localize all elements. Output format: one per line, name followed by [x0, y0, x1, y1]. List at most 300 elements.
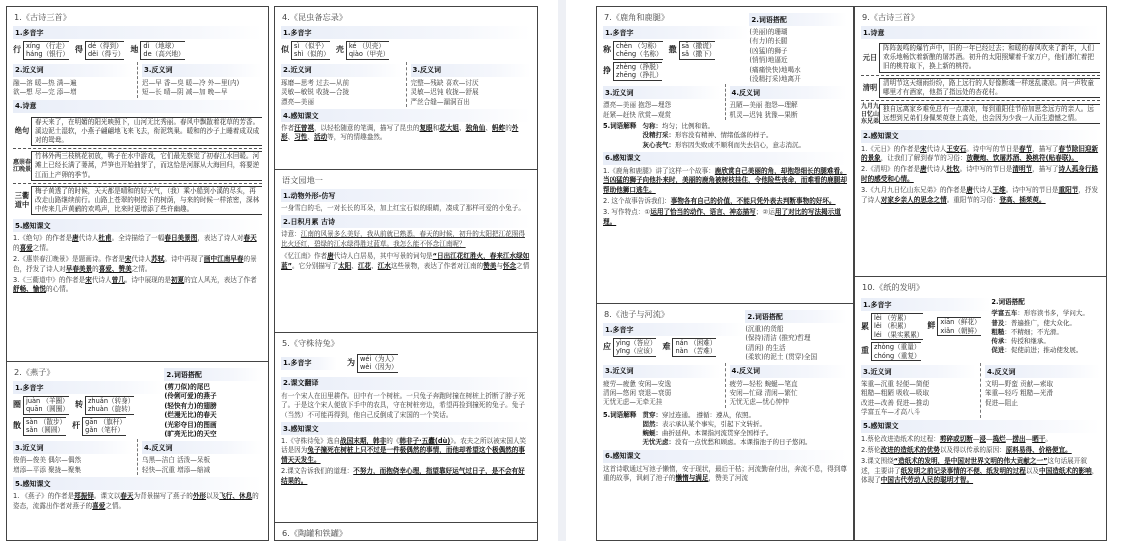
translation: 有一个宋人在田里耕作。田中有一个树桩。一只兔子奔跑时撞在树桩上折断了脖子死了。于是这个宋人便放下手中的农具，守在树桩旁边，希望再捡到撞死的兔子。兔子（当然）不可能再得到，他自己反倒成了宋国的一个笑话。	[281, 391, 525, 419]
pinyin-reading: yìng（答应）	[616, 339, 657, 347]
section-heading: 5.感知课文	[13, 477, 262, 490]
text: 1.蔡伦改进造纸术的过程：	[861, 434, 940, 443]
pinyin-bracket	[357, 354, 398, 373]
gloss-item	[991, 328, 1100, 337]
text: 2. 这个故事告诉我们：	[603, 197, 671, 206]
poem-name: 三衢道中	[14, 191, 30, 209]
text: ，赞美了河流	[708, 474, 749, 483]
text: 3. 写作特点：①	[603, 208, 651, 217]
list-line: (悄悄)地逼近	[749, 56, 788, 65]
pinyin-reading: zhuǎn（转身）	[87, 397, 135, 405]
text: 以及得以传承的原因：	[939, 446, 1006, 455]
poem-meaning	[281, 230, 531, 249]
key-answer: 舒畅、愉悦	[13, 285, 46, 294]
text: 3.课文围绕	[861, 457, 894, 466]
text: ，描写了	[1032, 144, 1059, 153]
pinyin-bracket	[23, 417, 66, 436]
section-heading: 5.感知课文	[13, 219, 262, 232]
list-line: 疲劳—轻松 蜿蜒—笔直	[729, 379, 798, 388]
pinyin-reading: sǎ（撒下）	[681, 50, 716, 59]
key-point	[861, 457, 1100, 485]
key-point	[603, 197, 847, 206]
text: 以及	[1025, 466, 1040, 475]
key-answer: 晒干	[1032, 434, 1046, 443]
text: —	[985, 434, 993, 443]
text: 《忆江南》作者	[281, 252, 328, 261]
key-point	[861, 435, 1100, 444]
text: ，抒发了诗人	[861, 186, 1099, 204]
pinyin-bracket	[346, 41, 389, 60]
polyphone	[13, 41, 69, 60]
key-answer: 宋	[124, 255, 132, 264]
pinyin-reading: shì（似的）	[294, 50, 330, 59]
polyphone-char: 行	[13, 45, 21, 55]
polyphone-char: 撒	[668, 45, 677, 55]
polyphone-char: 转	[74, 400, 83, 410]
polyphone	[603, 338, 656, 357]
text: 之情	[516, 261, 530, 270]
text: 。诗中写的节日是	[1005, 186, 1059, 195]
antonym-list	[730, 380, 848, 408]
key-answer: 唐	[72, 234, 79, 243]
text: 代诗人	[91, 276, 112, 285]
section-heading: 3.近义词	[603, 365, 721, 378]
section-heading: 1.多音字	[281, 357, 337, 370]
pinyin-reading: nán （困难）	[675, 339, 717, 347]
pinyin-reading: chóng（重复）	[874, 351, 921, 360]
list-line: 琢磨—思考 过去—从前	[281, 78, 350, 87]
pinyin-reading: sì （似乎）	[294, 42, 328, 50]
key-points	[861, 435, 1100, 486]
poem-name: 绝句	[14, 126, 30, 136]
key-answer: 杜甫	[98, 234, 112, 243]
column-4	[854, 6, 1107, 541]
polyphone	[336, 41, 389, 60]
list-line: 俊俏—俊美 偶尔—偶然	[13, 456, 82, 465]
key-answer: 韩非子·五蠹(dù)	[399, 437, 451, 446]
pinyin-bracket	[140, 41, 184, 60]
key-answer: 早春美景	[65, 264, 93, 273]
text: 为背景描写了燕子的	[133, 492, 193, 501]
key-answer: “日出江花红胜火，春来江水绿如蓝”	[281, 252, 530, 270]
gloss-def: ：形容读书多，学问大。	[1017, 309, 1089, 318]
antonym-list	[411, 79, 532, 107]
lesson-4-box	[275, 7, 537, 170]
list-line: (烂漫无比)的春天	[164, 411, 217, 420]
gloss-term: 普及	[991, 318, 1005, 327]
polyphone-row	[13, 417, 164, 436]
section-heading: 2.词语搭配	[164, 368, 262, 381]
list-line: 文明—野蛮 贡献—索取	[985, 380, 1054, 389]
key-point	[861, 446, 1100, 455]
key-points	[603, 167, 847, 227]
synonym-list	[603, 101, 721, 120]
polyphone-char: 挣	[603, 65, 611, 75]
text: 代诗人	[131, 255, 152, 264]
text: ，以轻松随意的笔调，描写了昆虫的	[313, 124, 420, 133]
text: 之情。	[105, 501, 126, 510]
gloss-term: 蜿蜒：	[642, 429, 662, 438]
text: 。诗中展现的是	[124, 276, 171, 285]
section-heading: 2.感知课文	[861, 130, 1100, 143]
section-heading: 2.课文翻译	[281, 377, 531, 390]
text: 的	[505, 124, 512, 133]
key-answer: 汪曾祺	[294, 124, 314, 133]
text: 与	[496, 261, 503, 270]
list-line: (旷亮无比)的天空	[164, 430, 217, 439]
list-line: 轻快—沉重 增添—缩减	[142, 465, 211, 474]
text: 、	[459, 124, 466, 133]
lesson-title: 9.《古诗三首》	[862, 12, 919, 22]
key-answer: 独角仙	[465, 124, 486, 133]
pinyin-reading: zhuàn（旋转）	[87, 405, 135, 414]
text: 2.课文告诉我们的道理：	[281, 467, 354, 476]
section-heading: 4.感知课文	[281, 109, 531, 122]
lesson-8-box	[597, 304, 853, 488]
text: 1.《守株待兔》选自	[281, 437, 341, 446]
polyphone-row	[861, 342, 991, 361]
list-line: 疲劳—疲惫 安闲—安逸	[603, 379, 672, 388]
poem-name: 元日	[862, 52, 878, 62]
key-answer: 改进的造纸术的优势	[880, 446, 940, 455]
section-heading: 3.感知课文	[281, 422, 531, 435]
section-heading: 3.近义词	[603, 86, 721, 99]
polyphone-row	[13, 41, 262, 60]
text: 。诗中写的节日是	[959, 165, 1013, 174]
key-answer: 诗人孤身行路时的感受和心情。	[861, 165, 1099, 183]
glossary	[642, 411, 811, 448]
lesson-1-box	[7, 7, 268, 362]
text: 这些景物，表达了作者对江南的	[390, 261, 484, 270]
text: 之情。	[131, 264, 152, 273]
gloss-term: 促进	[991, 346, 1005, 355]
pinyin-reading: xiǎn（朝鲜）	[940, 326, 981, 335]
text: 作者	[281, 124, 295, 133]
poem-meaning: 清明节这天细雨纷纷，路上远行的人好像断魂一样迷乱凄凉。问一声牧童哪里才有酒家，他指了指远处的杏花村。	[879, 78, 1100, 98]
list-line: 笨重—轻巧 粗糙—光滑	[985, 389, 1054, 398]
polyphone	[281, 41, 330, 60]
key-answer: “造纸术的发明，是中国对世界文明的伟大贡献之一”	[893, 457, 1048, 466]
glossary	[991, 309, 1100, 355]
polyphone-char: 地	[130, 45, 139, 55]
gloss-item	[642, 438, 811, 447]
section-heading: 6.感知课文	[603, 450, 847, 463]
section-heading: 1.多音字	[281, 26, 531, 39]
list-line: 丑陋—美丽 抱怨—理解	[729, 101, 798, 110]
pinyin-reading: zhēng（挣扎）	[616, 71, 663, 80]
polyphone-row	[927, 315, 980, 338]
text: 之情。	[32, 243, 53, 252]
polyphone-row	[13, 396, 164, 415]
key-answer: 杜牧	[946, 165, 960, 174]
polyphone-char: 称	[603, 45, 611, 55]
section-heading: 4.诗意	[13, 100, 262, 113]
meaning-label: 诗意：	[281, 230, 301, 239]
key-answer: 春节除旧迎新的景象	[861, 144, 1099, 162]
gloss-term: 灰心丧气：	[642, 140, 675, 149]
pinyin-reading: chèn （匀称）	[616, 42, 661, 50]
pinyin-bracket	[679, 41, 716, 60]
pinyin-reading: xíng （行走）	[26, 42, 69, 50]
collocation-list	[745, 325, 847, 363]
pinyin-reading: zhèng（挣脱）	[616, 62, 663, 71]
list-line: 漂亮—美丽 抱怨—埋怨	[603, 101, 672, 110]
pinyin-reading: qiào（甲壳）	[348, 50, 390, 59]
text: 以及	[206, 492, 220, 501]
key-answer: 初夏	[170, 276, 185, 285]
key-point	[13, 276, 262, 295]
pinyin-reading: de（高兴地）	[143, 50, 185, 59]
gloss-term: 粗糙	[991, 327, 1005, 336]
section-heading: 5.词语解释	[603, 410, 637, 419]
polyphone-char: 圈	[13, 400, 21, 410]
key-answer: 事物各有自己的价值，不能只凭外表去判断事物的好坏。	[670, 197, 836, 206]
key-point	[281, 467, 531, 486]
key-points	[281, 252, 531, 271]
lesson-title: 语文园地一	[282, 175, 323, 185]
key-answer: 唐	[327, 252, 334, 261]
lesson-title: 10.《纸的发明》	[862, 282, 925, 292]
key-answer: 纸发明之前记录事情的不便、纸发明的过程	[900, 466, 1026, 475]
pinyin-bracket	[937, 317, 980, 336]
gloss-item	[991, 346, 1100, 355]
pinyin-bracket	[82, 417, 126, 436]
key-point	[281, 437, 531, 465]
list-line: (柔软)的泥土 (贯穿)全国	[745, 353, 818, 362]
polyphone-char: 鲜	[927, 321, 936, 331]
pinyin-reading: děi（得亏）	[87, 50, 125, 59]
section-heading: 1.动物外形-仿写	[281, 189, 531, 202]
list-line: (剪刀似)的尾巴	[164, 383, 210, 391]
key-answer: 用了对比的写法揭示道理。	[603, 208, 841, 226]
gloss-def: 表示承认某个事实，引起下文转折。	[661, 420, 766, 429]
lesson-title: 6.《陶罐和铁罐》	[282, 528, 348, 538]
text: 代诗人	[972, 186, 993, 195]
imitation-sentence: 一身雪白的毛，一对长长的耳朵，加上红宝石似的眼睛，凑成了那样可爱的小兔子。	[281, 204, 525, 212]
pinyin-reading: sàn （散步）	[26, 417, 67, 426]
polyphone	[662, 338, 716, 357]
key-points	[603, 465, 847, 484]
poem-meanings	[13, 115, 262, 218]
list-line: (凶猛)的狮子	[749, 46, 788, 55]
key-point	[861, 145, 1100, 164]
pinyin-bracket	[85, 396, 134, 415]
polyphone-char: 似	[281, 45, 289, 55]
key-point	[603, 465, 847, 484]
pinyin-reading: chēng（名称）	[616, 50, 663, 59]
section-heading: 2.近义词	[281, 64, 402, 77]
list-line: 无忧无虑—无牵无挂	[603, 398, 663, 407]
gloss-def: ：促使前进；推动使发展。	[1004, 346, 1083, 355]
meaning-text: 江南的风景多么美好，我从前就已熟悉，春天的时候，初升的太阳把江花照得比火还红，碧绿的江水绿得胜过蓝草。我怎么能不怀念江南呢？	[281, 230, 525, 248]
gloss-def: 均匀；比例和谐。	[661, 122, 714, 131]
text: 的心情。	[45, 285, 73, 294]
pinyin-reading: zhòng（重量）	[874, 343, 921, 352]
polyphone	[669, 41, 716, 60]
pinyin-reading: ké （贝壳）	[348, 42, 385, 50]
polyphone-char: 散	[13, 420, 21, 430]
gloss-def: ：不精细；不光滑。	[1004, 327, 1063, 336]
poem-row	[861, 76, 1100, 101]
polyphone-row	[347, 354, 398, 373]
poem-row	[861, 101, 1100, 128]
column-3	[596, 6, 854, 541]
poem-meaning: 独自远离家乡难免总有一点凄凉，每到重阳佳节倍加思念远方的亲人。远远想到兄弟们身佩茱萸登上高处，也会因为少我一人而生遗憾之情。	[879, 104, 1100, 124]
key-answer: 赞美	[483, 261, 497, 270]
text: 2.《清明》的作者是	[861, 165, 921, 174]
text: ，描写了	[1032, 165, 1059, 174]
poem-row	[13, 149, 262, 184]
pinyin-bracket	[291, 41, 330, 60]
section-heading: 4.反义词	[730, 86, 848, 99]
collocation-list	[164, 383, 262, 439]
lesson-title: 5.《守株待兔》	[282, 338, 339, 348]
text: 代诗人	[78, 234, 99, 243]
text: —	[1005, 434, 1013, 443]
key-answer: 王安石	[946, 144, 967, 153]
key-answer: 放鞭炮、饮屠苏酒、换桃符(贴春联)。	[966, 153, 1079, 162]
section-heading: 6.感知课文	[603, 152, 847, 165]
polyphone-char: 杆	[72, 420, 81, 430]
text: —	[972, 434, 980, 443]
key-answer: 运用了恰当的动作、语言、神态描写	[650, 208, 756, 217]
text: 的《	[386, 437, 400, 446]
text: 的	[13, 243, 20, 252]
polyphone-char: 得	[74, 45, 83, 55]
section-heading: 1.多音字	[13, 381, 164, 394]
text: 1.《绝句》的作者是	[13, 234, 73, 243]
section-heading: 1.多音字	[603, 323, 745, 336]
key-answer: 复眼	[419, 124, 433, 133]
key-answer: 春节	[1018, 144, 1033, 153]
list-line: (清闲) 的生活	[745, 343, 786, 352]
list-line: (没精打采)地离开	[749, 75, 801, 84]
poem-name: 九月九日忆山东兄弟	[861, 103, 880, 126]
pinyin-reading: háng（银行）	[26, 50, 69, 59]
section-heading: 4.反义词	[985, 365, 1100, 378]
key-answer: 重阳节	[1058, 186, 1079, 195]
key-answer: 不努力，而抱侥幸心理，指望靠好运气过日子，是不会有好结果的。	[281, 467, 525, 485]
pinyin-reading: yīng（应该）	[616, 347, 657, 356]
poem-name: 清明	[862, 82, 878, 92]
text: 的姿态，流露出作者对燕子的	[13, 492, 259, 510]
key-answer: 王维	[992, 186, 1006, 195]
key-answer: 春日美景图	[164, 234, 198, 243]
key-answer: 画中江南早春	[203, 255, 244, 264]
syn-ant-row	[13, 62, 262, 98]
key-answer: 懒惰与满足	[675, 474, 709, 483]
key-answer: 郑振铎	[74, 492, 94, 501]
key-answer: 捞出	[1012, 434, 1026, 443]
gloss-term: 匀称：	[642, 122, 662, 131]
scroll-track[interactable]	[558, 0, 566, 541]
section-heading: 4.反义词	[730, 365, 848, 378]
key-points	[861, 145, 1100, 205]
poem-meaning: 阵阵轰鸣的爆竹声中，旧的一年已经过去；和暖的春风吹来了新年，人们欢乐地畅饮着新酿的屠苏酒。初升的太阳照耀着千家万户，他们都忙着把旧的桃符取下，换上新的桃符。	[879, 43, 1100, 73]
pinyin-bracket	[23, 396, 69, 415]
key-answer: 喜爱、赞美	[98, 264, 132, 273]
list-line: 学富五车—才高八斗	[861, 408, 921, 417]
list-line: (保持)清洁 (推究)哲理	[745, 334, 811, 343]
polyphone	[130, 41, 184, 60]
list-line: (沉重)的货船	[745, 325, 784, 333]
text: 2.蔡伦	[861, 446, 881, 455]
pinyin-reading: sǎn（圆圆）	[26, 426, 65, 435]
list-line: 促进—阻止	[985, 398, 1018, 407]
key-answer: 剪碎或切断	[939, 434, 973, 443]
polyphone	[347, 354, 398, 373]
polyphone	[72, 417, 126, 436]
glossary	[642, 122, 805, 150]
polyphone-char: 为	[347, 358, 355, 368]
pinyin-reading: gǎn（笔杆）	[85, 426, 124, 435]
text: ；②运	[755, 208, 775, 217]
polyphone	[927, 317, 980, 336]
section-heading: 5.词语解释	[603, 122, 637, 131]
text: 的宜人风光，表达了作者	[184, 276, 257, 285]
key-point	[861, 165, 1100, 184]
lesson-10-box	[855, 277, 1106, 491]
lesson-title: 2.《燕子》	[14, 367, 55, 377]
polyphone-char: 难	[662, 342, 671, 352]
polyphone	[75, 396, 134, 415]
synonym-list	[281, 79, 402, 107]
page-left	[0, 0, 546, 541]
text: 。重阳节的习俗：	[946, 195, 1000, 204]
gloss-item	[642, 411, 811, 420]
lesson-title: 1.《古诗三首》	[14, 12, 71, 22]
key-points	[13, 234, 262, 294]
polyphone	[13, 396, 69, 415]
polyphone	[13, 417, 66, 436]
text: 。课文以	[93, 492, 121, 501]
column-2	[274, 6, 538, 541]
text: ，表达了诗人对	[197, 234, 244, 243]
pinyin-reading: wéi（为人）	[360, 355, 398, 363]
text: 和	[432, 124, 440, 133]
key-point	[13, 492, 262, 511]
text: 2.《惠崇春江晚景》是题画诗。作者是	[13, 255, 125, 264]
pinyin-reading: sā（撒谎）	[681, 42, 716, 50]
list-line: 赶紧—赶快 欣赏—观赏	[603, 110, 672, 119]
poem-row	[13, 184, 262, 218]
pinyin-reading: juàn （羊圈）	[26, 397, 69, 405]
key-answer: 江水	[377, 261, 391, 270]
gloss-term: 传承	[991, 337, 1005, 346]
gloss-item	[991, 319, 1100, 328]
key-point	[281, 124, 531, 143]
text: 这首诗歌通过写池子懒惰，安于现状，最后干枯；河流勤奋付出，奔流不息，得到尊重的故事，讽刺了池子的	[603, 464, 847, 483]
polyphone-char: 壳	[335, 45, 344, 55]
list-line: 融—溶 暖—热 满—遍	[13, 78, 77, 87]
synonym-list	[603, 380, 721, 408]
poem-row	[13, 115, 262, 150]
key-answer: 原料易得、价格便宜。	[1005, 446, 1072, 455]
page-gap	[546, 0, 590, 541]
list-line: 增添—平添 聚拢—聚集	[13, 465, 82, 474]
key-answer: 浸	[979, 434, 986, 443]
key-answer: 宋	[85, 276, 92, 285]
section-heading: 2.词语搭配	[745, 310, 847, 323]
key-points	[281, 124, 531, 143]
key-answer: 曾几	[111, 276, 125, 285]
list-line: 灵敏—敏锐 收拢—合拢	[281, 88, 350, 97]
section-heading: 2.近义词	[13, 64, 133, 77]
text: ，让我们了解到春节的习俗：	[880, 153, 967, 162]
list-line: 迟—早 香—臭 暖—冷 外—里(内)	[142, 78, 240, 87]
text: 代诗人白居易，其中写景的词句是	[333, 252, 433, 261]
gloss-term: 无忧无虑：	[642, 438, 675, 447]
